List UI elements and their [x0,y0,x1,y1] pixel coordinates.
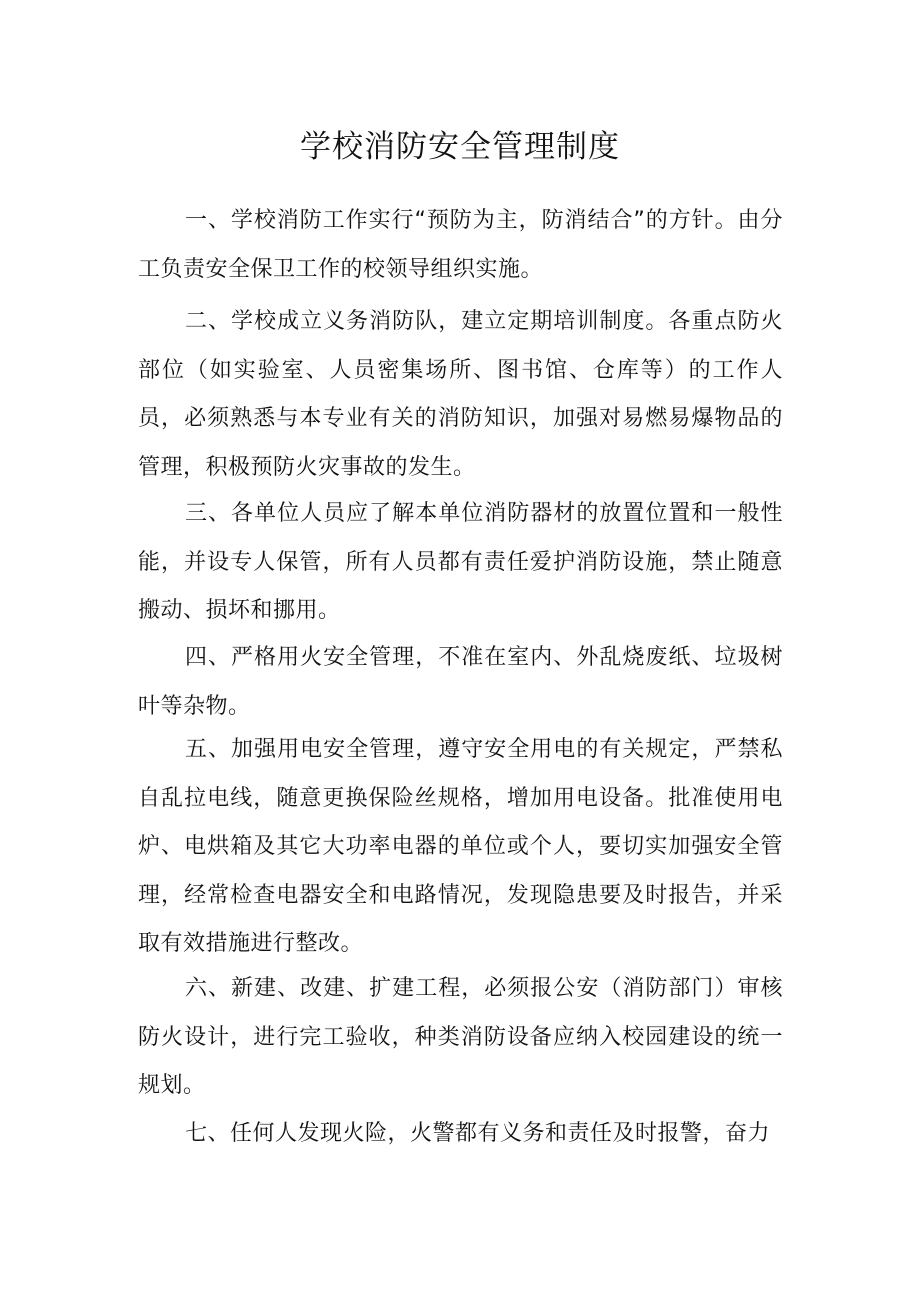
paragraph-2: 二、学校成立义务消防队，建立定期培训制度。各重点防火部位（如实验室、人员密集场所、图书馆、仓库等）的工作人员，必须熟悉与本专业有关的消防知识，加强对易燃易爆物品的管理，积极预防火灾事故的发生。 [138,309,783,480]
paragraph-4: 四、严格用火安全管理，不准在室内、外乱烧废纸、垃圾树叶等杂物。 [138,645,783,719]
paragraph-7: 七、任何人发现火险，火警都有义务和责任及时报警，奋力 [185,1121,771,1146]
paragraph-3: 三、各单位人员应了解本单位消防器材的放置位置和一般性能，并设专人保管，所有人员都有责任爱护消防设施，禁止随意搬动、损坏和挪用。 [138,501,783,623]
paragraph-5: 五、加强用电安全管理，遵守安全用电的有关规定，严禁私自乱拉电线，随意更换保险丝规格，增加用电设备。批准使用电炉、电烘箱及其它大功率电器的单位或个人，要切实加强安全管理，经常检查电器安全和电路情况，发现隐患要及时报告，并采取有效措施进行整改。 [138,737,783,956]
paragraph-6: 六、新建、改建、扩建工程，必须报公安（消防部门）审核防火设计，进行完工验收，种类消防设备应纳入校园建设的统一规划。 [138,976,783,1098]
document-title: 学校消防安全管理制度 [300,129,620,165]
paragraph-1: 一、学校消防工作实行“预防为主，防消结合”的方针。由分工负责安全保卫工作的校领导组织实施。 [138,208,783,282]
